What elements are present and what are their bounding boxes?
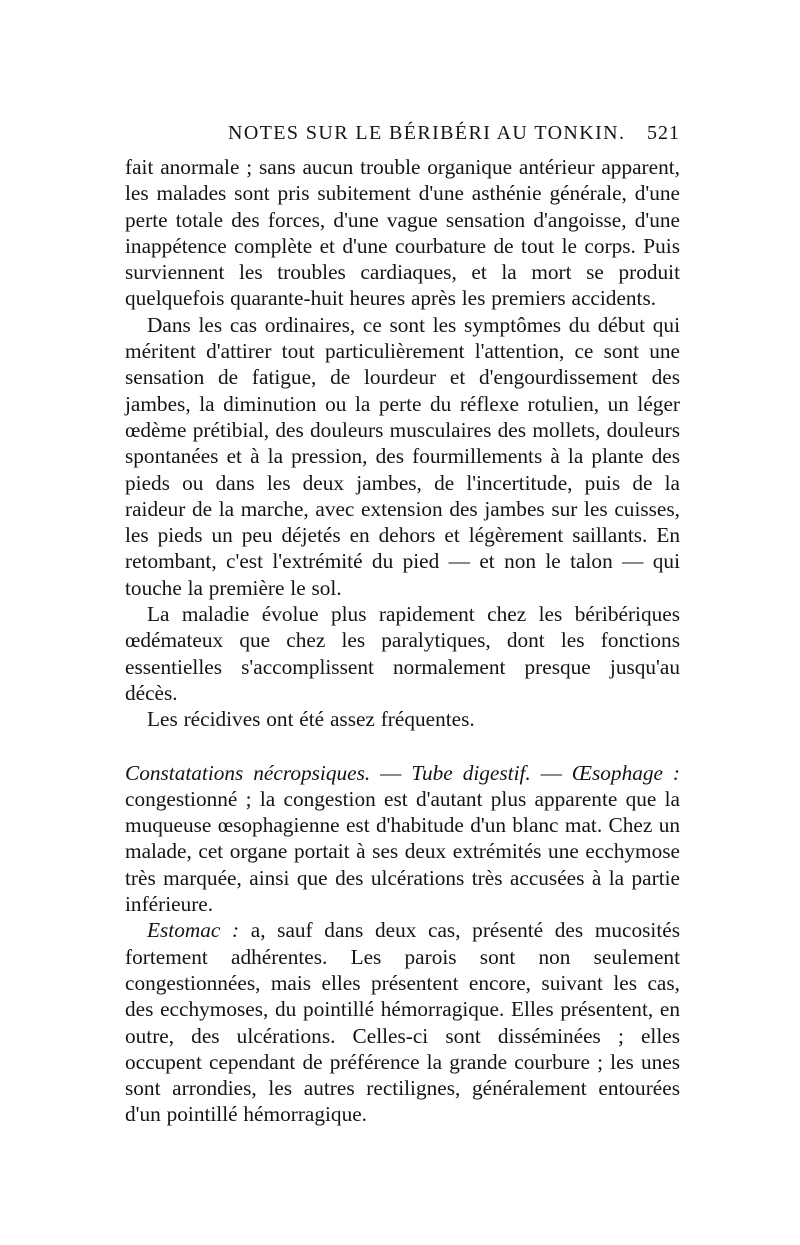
digestive-tube-heading: Tube digestif.: [411, 760, 531, 785]
running-header: [228, 122, 680, 146]
page-number: 521: [647, 122, 680, 144]
oesophagus-text: congestionné ; la congestion est d'autant plus apparente que la muqueuse œsophagienne est d'habitude d'un blanc mat. Chez un malade, cet organe portait à ses deux extrémités une ecchymose très marquée, ainsi que des ulcérations très accusées à la partie inférieure.: [125, 786, 680, 917]
running-title: NOTES SUR LE BÉRIBÉRI AU TONKIN.: [228, 122, 626, 144]
paragraph-sudden-onset: fait anormale ; sans aucun trouble organique antérieur apparent, les malades sont pris subitement d'une asthénie générale, d'une perte totale des forces, d'une vague sensation d'angoisse, d'une inappétence complète et d'une courbature de tout le corps. Puis surviennent les troubles cardiaques, et la mort se produit quelquefois quarante-huit heures après les premiers accidents.: [125, 155, 680, 311]
paragraph-ordinary-cases: Dans les cas ordinaires, ce sont les symptômes du début qui méritent d'attirer tout particulièrement l'attention, ce sont une sensation de fatigue, de lourdeur et d'engourdissement des jambes, la diminution ou la perte du réflexe rotulien, un léger œdème prétibial, des douleurs musculaires des mollets, douleurs spontanées et à la pression, des fourmillements à la plante des pieds ou dans les deux jambes, de l'incertitude, puis de la raideur de la marche, avec extension des jambes sur les cuisses, les pieds un peu déjetés en dehors et légèrement saillants. En retombant, c'est l'extrémité du pied — et non le talon — qui touche la première le sol.: [125, 312, 680, 600]
stomach-text: a, sauf dans deux cas, présenté des mucosités fortement adhérentes. Les parois sont non seulement congestionnées, mais elles présentent encore, suivant les cas, des ecchymoses, du pointillé hémorragique. Elles présentent, en outre, des ulcérations. Celles-ci sont disséminées ; elles occupent cependant de préférence la grande courbure ; les unes sont arrondies, les autres rectilignes, généralement entourées d'un pointillé hémorragique.: [125, 918, 680, 1127]
paragraph-stomach: [125, 917, 680, 1127]
body-text: [125, 154, 680, 1128]
necropsy-heading: Constatations nécropsiques.: [125, 760, 371, 785]
dash-separator: —: [530, 760, 572, 785]
paragraph-disease-course: La maladie évolue plus rapidement chez les béribériques œdémateux que chez les paralytiques, dont les fonctions essentielles s'accomplissent normalement presque jusqu'au décès.: [125, 602, 680, 705]
oesophagus-heading: Œsophage :: [571, 760, 680, 785]
stomach-heading: Estomac :: [147, 918, 240, 943]
section-gap: [125, 733, 680, 760]
dash-separator: —: [370, 760, 412, 785]
paragraph-necropsy-oesophagus: [125, 760, 680, 918]
paragraph-recurrences: Les récidives ont été assez fréquentes.: [147, 707, 475, 732]
